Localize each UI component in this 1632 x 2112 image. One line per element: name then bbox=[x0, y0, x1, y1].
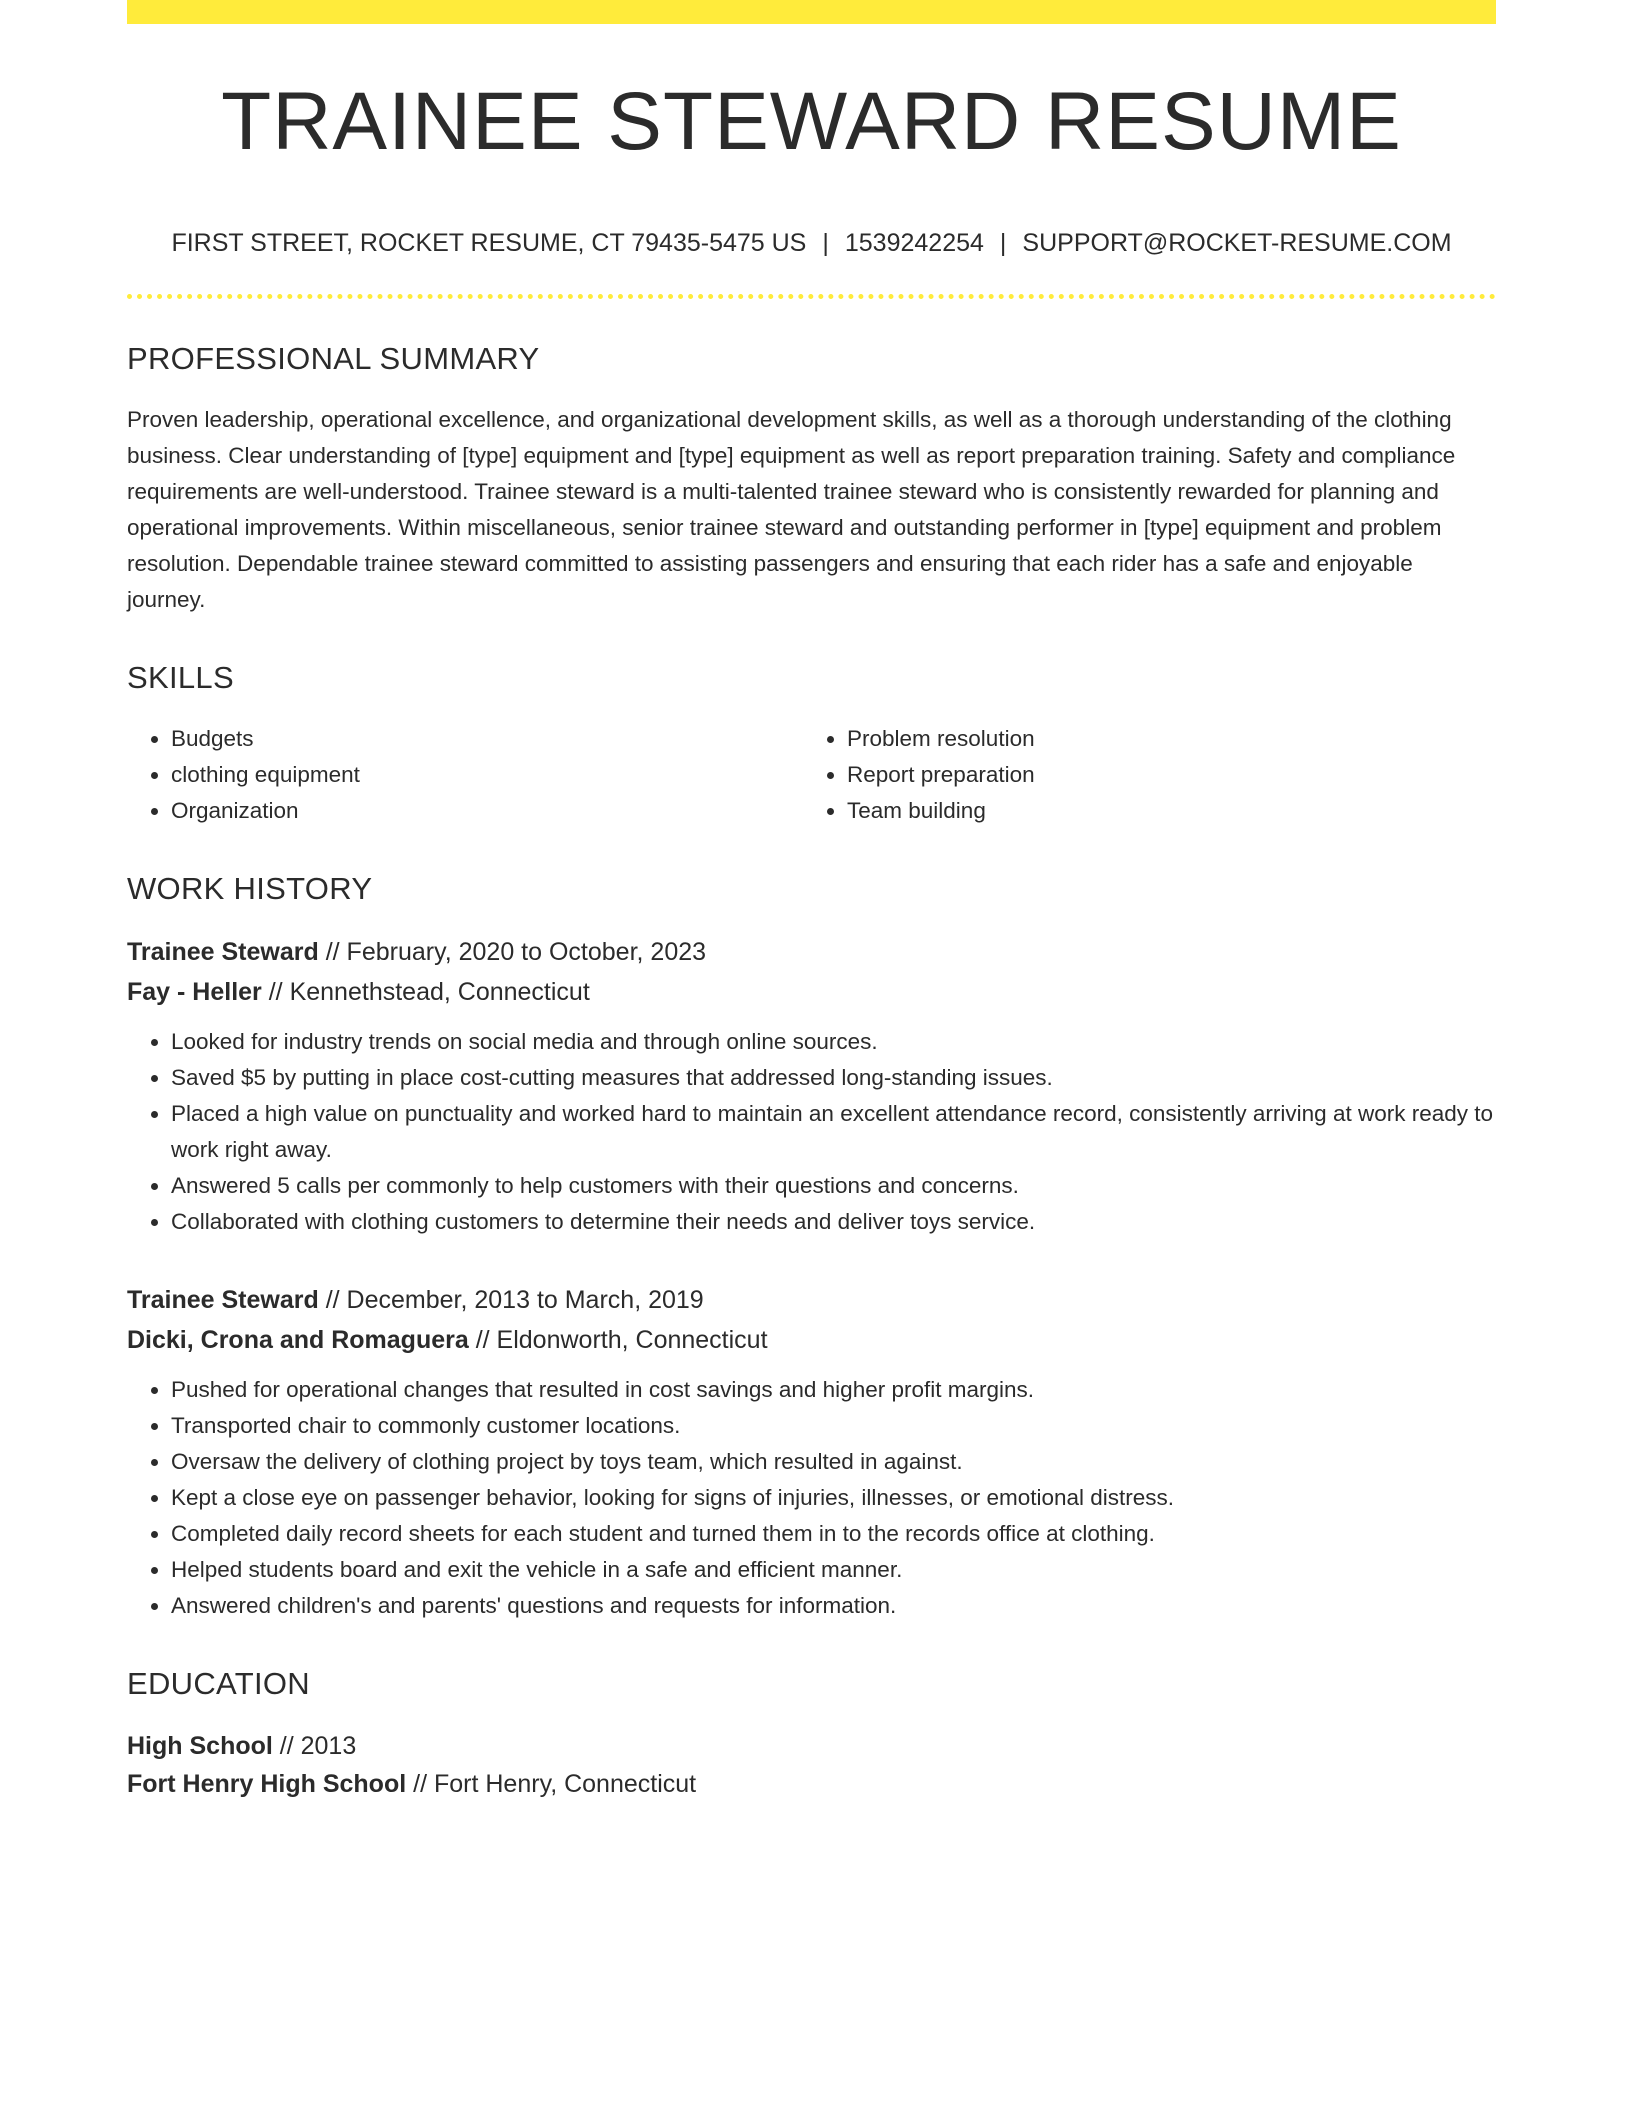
education-entry bbox=[127, 1727, 1496, 1803]
education-year: 2013 bbox=[300, 1732, 357, 1760]
job-bullet: • Kept a close eye on passenger behavior, looking for signs of injuries, illnesses, or emotional distress. bbox=[171, 1480, 1496, 1516]
job-dates: December, 2013 to March, 2019 bbox=[346, 1286, 704, 1314]
job-bullet: • Oversaw the delivery of clothing project by toys team, which resulted in against. bbox=[171, 1444, 1496, 1480]
job-entry bbox=[127, 932, 1496, 1240]
job-bullet: • Pushed for operational changes that resulted in cost savings and higher profit margins. bbox=[171, 1372, 1496, 1408]
job-company-line bbox=[127, 972, 1496, 1012]
education-degree: High School bbox=[127, 1732, 273, 1760]
job-title-line bbox=[127, 932, 1496, 972]
job-bullet: • Transported chair to commonly customer locations. bbox=[171, 1408, 1496, 1444]
job-bullet: • Answered children's and parents' questions and requests for information. bbox=[171, 1588, 1496, 1624]
job-title: Trainee Steward bbox=[127, 938, 319, 966]
job-bullets bbox=[127, 1024, 1496, 1240]
job-entry bbox=[127, 1280, 1496, 1624]
job-company-line bbox=[127, 1320, 1496, 1360]
contact-line bbox=[127, 231, 1496, 256]
job-bullet: • Looked for industry trends on social media and through online sources. bbox=[171, 1024, 1496, 1060]
field-separator: // bbox=[318, 938, 347, 966]
field-separator: // bbox=[318, 1286, 347, 1314]
job-location: Kennethstead, Connecticut bbox=[289, 978, 590, 1006]
field-separator: // bbox=[272, 1732, 301, 1760]
skills-list bbox=[127, 721, 1496, 829]
field-separator: // bbox=[406, 1770, 434, 1798]
skill-item: • clothing equipment bbox=[171, 757, 801, 793]
skills-heading: SKILLS bbox=[127, 660, 234, 695]
skills-column-right bbox=[801, 721, 1477, 829]
job-bullet: • Answered 5 calls per commonly to help customers with their questions and concerns. bbox=[171, 1168, 1496, 1204]
skill-item: • Budgets bbox=[171, 721, 801, 757]
education-degree-line bbox=[127, 1727, 1496, 1765]
job-bullet: • Placed a high value on punctuality and worked hard to maintain an excellent attendance record, consistently arriving at work ready to work right away. bbox=[171, 1096, 1496, 1168]
header-divider bbox=[127, 294, 1496, 299]
accent-bar bbox=[127, 0, 1496, 24]
job-title-line bbox=[127, 1280, 1496, 1320]
resume-page bbox=[127, 0, 1496, 1803]
job-bullet: • Completed daily record sheets for each student and turned them in to the records office at clothing. bbox=[171, 1516, 1496, 1552]
skill-item: • Organization bbox=[171, 793, 801, 829]
field-separator: // bbox=[261, 978, 290, 1006]
education-location: Fort Henry, Connecticut bbox=[433, 1770, 697, 1798]
education-heading: EDUCATION bbox=[127, 1666, 310, 1701]
job-bullet: • Collaborated with clothing customers to determine their needs and deliver toys service. bbox=[171, 1204, 1496, 1240]
resume-title: TRAINEE STEWARD RESUME bbox=[221, 76, 1402, 167]
job-dates: February, 2020 to October, 2023 bbox=[346, 938, 707, 966]
job-company: Fay - Heller bbox=[127, 978, 262, 1006]
field-separator: // bbox=[468, 1326, 497, 1354]
education-school-line bbox=[127, 1765, 1496, 1803]
job-bullet: • Saved $5 by putting in place cost-cutting measures that addressed long-standing issues. bbox=[171, 1060, 1496, 1096]
contact-address: FIRST STREET, ROCKET RESUME, CT 79435-5475 US bbox=[171, 229, 807, 257]
skill-item: • Problem resolution bbox=[847, 721, 1477, 757]
summary-heading: PROFESSIONAL SUMMARY bbox=[127, 341, 540, 376]
skill-item: • Report preparation bbox=[847, 757, 1477, 793]
job-title: Trainee Steward bbox=[127, 1286, 319, 1314]
skill-item: • Team building bbox=[847, 793, 1477, 829]
contact-separator: | bbox=[822, 229, 829, 257]
contact-phone: 1539242254 bbox=[844, 229, 984, 257]
summary-text: Proven leadership, operational excellence, and organizational development skills, as well as a thorough understanding of the clothing business. Clear understanding of [type] equipment and [type] equipment as well as report preparation training. Safety and compliance requirements are well-understood. Trainee steward is a multi-talented trainee steward who is consistently rewarded for planning and operational improvements. Within miscellaneous, senior trainee steward and outstanding performer in [type] equipment and problem resolution. Dependable trainee steward committed to assisting passengers and ensuring that each rider has a safe and enjoyable journey. bbox=[127, 407, 1456, 612]
contact-email: SUPPORT@ROCKET-RESUME.COM bbox=[1022, 229, 1452, 257]
skills-column-left bbox=[127, 721, 801, 829]
job-bullet: • Helped students board and exit the vehicle in a safe and efficient manner. bbox=[171, 1552, 1496, 1588]
contact-separator: | bbox=[999, 229, 1007, 257]
job-bullets bbox=[127, 1372, 1496, 1624]
job-location: Eldonworth, Connecticut bbox=[496, 1326, 768, 1354]
job-company: Dicki, Crona and Romaguera bbox=[127, 1326, 469, 1354]
education-school: Fort Henry High School bbox=[127, 1770, 407, 1798]
work-history-heading: WORK HISTORY bbox=[127, 871, 373, 906]
